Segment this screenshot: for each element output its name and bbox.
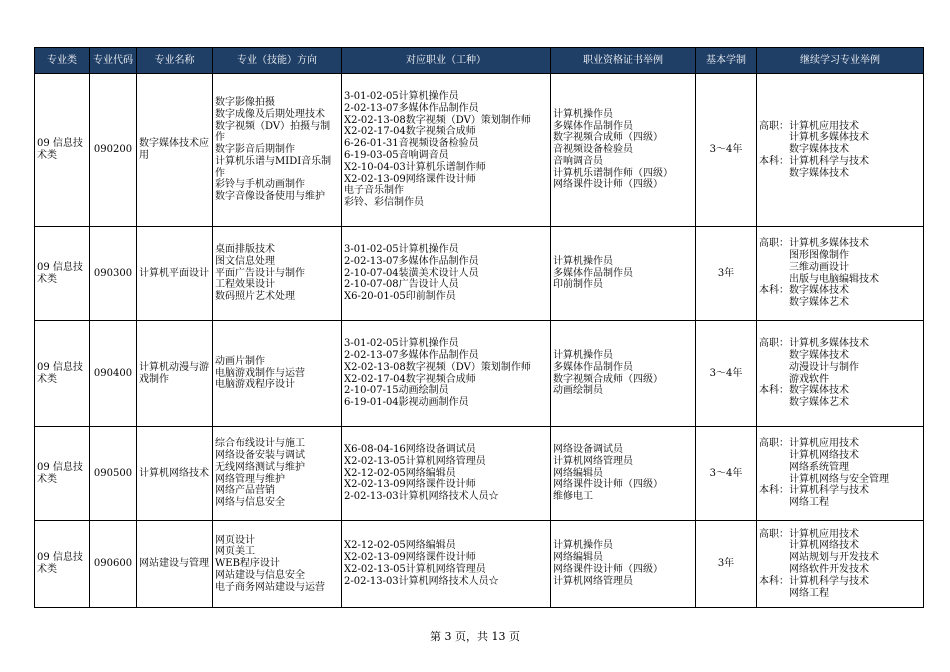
jobs-cell [342,74,551,227]
jobs-cell-line: 3-01-02-05计算机操作员 [344,244,459,255]
name-cell: 网站建设与管理 [137,521,213,608]
duration-cell: 3年 [696,521,757,608]
direction-cell-line: 数字成像及后期处理技术 [215,108,325,120]
header-duration: 基本学制 [696,48,757,74]
further-cell [757,321,924,427]
direction-cell-line: 网络设备安装与调试 [215,449,305,461]
further-group [759,385,921,409]
jobs-cell-line: X2-02-13-09网络课件设计师 [344,479,476,491]
further-item: 计算机网络技术 [789,449,859,461]
certs-cell-line: 计算机乐谱制作师（四级） [553,167,673,179]
direction-cell-line: 网络与信息安全 [215,497,285,509]
certs-cell-line: 网络课件设计师（四级） [553,479,663,491]
category-cell: 09 信息技术类 [35,74,90,227]
further-label: 高职： [759,338,789,350]
jobs-cell [342,521,551,608]
jobs-cell-line: X2-02-13-09网络课件设计师 [344,552,476,564]
direction-cell-line: 网站建设与信息安全 [215,569,305,581]
further-cell [757,427,924,521]
further-item: 计算机多媒体技术 [789,338,869,350]
further-item: 计算机应用技术 [789,120,859,132]
further-item: 动漫设计与制作 [789,361,859,373]
certs-cell-line: 计算机操作员 [553,540,613,552]
header-certs: 职业资格证书举例 [551,48,696,74]
direction-cell-line: 数字影像拍摄 [215,96,275,108]
certs-cell-line: 数字视频合成师（四级） [553,373,663,385]
header-name: 专业名称 [137,48,213,74]
further-item: 计算机网络与安全管理 [789,473,889,485]
direction-cell-line: 数字影音后期制作 [215,144,295,156]
direction-cell-line: 电子商务网站建设与运营 [215,581,325,593]
direction-cell [213,521,342,608]
certs-cell [551,427,696,521]
jobs-cell-line: 彩铃、彩信制作员 [344,197,424,209]
further-item: 三维动画设计 [789,261,849,273]
certs-cell-line: 多媒体作品制作员 [553,267,633,279]
further-item: 计算机网络技术 [789,540,859,552]
jobs-cell-line: X2-12-02-05网络编辑员 [344,467,456,479]
jobs-cell [342,227,551,321]
certs-cell-line: 计算机网络管理员 [553,575,633,587]
further-group [759,485,921,509]
further-cell [757,227,924,321]
direction-cell-line: 图文信息处理 [215,255,275,267]
certs-cell-line: 网络课件设计师（四级） [553,179,663,191]
further-group [759,121,921,156]
jobs-cell [342,427,551,521]
further-item: 计算机多媒体技术 [789,238,869,250]
further-item: 数字媒体技术 [789,167,849,179]
further-group [759,156,921,180]
jobs-cell-line: X2-02-13-09网络课件设计师 [344,173,476,185]
direction-cell-line: 网页美工 [215,546,255,558]
direction-cell-line: 网络产品营销 [215,485,275,497]
further-label: 本科： [759,285,789,297]
direction-cell-line: 工程效果设计 [215,279,275,291]
jobs-cell-line: X2-10-04-03计算机乐谱制作师 [344,161,486,173]
table-row [35,521,924,608]
further-item: 计算机应用技术 [789,438,859,450]
certs-cell-line: 网络编辑员 [553,552,603,564]
jobs-cell-line: X2-02-13-08数字视频（DV）策划制作师 [344,114,531,126]
further-group [759,438,921,485]
jobs-cell-line: 3-01-02-05计算机操作员 [344,91,459,103]
direction-cell-line: 平面广告设计与制作 [215,267,305,279]
further-item: 网络工程 [789,497,829,509]
direction-cell [213,427,342,521]
further-group [759,238,921,285]
further-item: 数字媒体技术 [789,349,849,361]
direction-cell-line: 网络管理与维护 [215,473,285,485]
header-further: 继续学习专业举例 [757,48,924,74]
direction-cell-line: 数字音像设备使用与维护 [215,191,325,203]
certs-cell-line: 音视频设备检验员 [553,144,633,156]
certs-cell-line: 计算机网络管理员 [553,455,633,467]
further-label: 高职： [759,238,789,250]
code-cell: 090200 [90,74,137,227]
certs-cell [551,521,696,608]
code-cell: 090600 [90,521,137,608]
table-row [35,227,924,321]
duration-cell: 3～4年 [696,427,757,521]
jobs-cell-line: 2-02-13-03计算机网络技术人员☆ [344,491,499,503]
jobs-cell-line: X2-02-13-08数字视频（DV）策划制作师 [344,361,531,373]
further-group [759,529,921,576]
further-label: 本科： [759,385,789,397]
further-item: 数字媒体技术 [789,385,849,397]
certs-cell-line: 网络设备调试员 [553,444,623,455]
name-cell: 计算机网络技术 [137,427,213,521]
duration-cell: 3年 [696,227,757,321]
further-cell [757,521,924,608]
category-cell: 09 信息技术类 [35,321,90,427]
header-category: 专业类 [35,48,90,74]
table-row [35,74,924,227]
certs-cell-line: 计算机操作员 [553,255,613,267]
jobs-cell-line: X6-20-01-05印前制作员 [344,291,456,303]
certs-cell-line: 音响调音员 [553,155,603,167]
page-footer: 第 3 页，共 13 页 [430,630,520,643]
further-item: 计算机科学与技术 [789,155,869,167]
direction-cell-line: 无线网络测试与维护 [215,461,305,473]
direction-cell-line: 数码照片艺术处理 [215,291,295,303]
further-item: 计算机科学与技术 [789,485,869,497]
further-group [759,338,921,385]
further-label: 本科： [759,575,789,587]
certs-cell-line: 动画绘制员 [553,385,603,397]
jobs-cell-line: 6-26-01-31音视频设备检验员 [344,138,479,150]
code-cell: 090300 [90,227,137,321]
certs-cell-line: 网络编辑员 [553,467,603,479]
jobs-cell-line: 2-10-07-04装潢美术设计人员 [344,267,479,279]
direction-cell-line: 网页设计 [215,534,255,546]
direction-cell-line: 综合布线设计与施工 [215,438,305,450]
jobs-cell-line: X2-02-17-04数字视频合成师 [344,373,476,385]
duration-cell: 3～4年 [696,321,757,427]
certs-cell-line: 多媒体作品制作员 [553,120,633,132]
further-item: 数字媒体艺术 [789,297,849,309]
code-cell: 090500 [90,427,137,521]
further-label: 本科： [759,485,789,497]
further-item: 游戏软件 [789,373,829,385]
jobs-cell-line: X2-02-13-05计算机网络管理员 [344,455,486,467]
category-cell: 09 信息技术类 [35,521,90,608]
header-code: 专业代码 [90,48,137,74]
name-cell: 数字媒体技术应用 [137,74,213,227]
certs-cell-line: 印前制作员 [553,279,603,291]
jobs-cell-line: 6-19-01-04影视动画制作员 [344,397,469,409]
further-group [759,285,921,309]
header-row [35,48,924,74]
further-item: 网络工程 [789,587,829,599]
table-row [35,427,924,521]
further-item: 计算机科学与技术 [789,575,869,587]
direction-cell-line: 电脑游戏制作与运营 [215,367,305,379]
jobs-cell-line: 2-02-13-07多媒体作品制作员 [344,102,479,114]
category-cell: 09 信息技术类 [35,427,90,521]
jobs-cell-line: X2-02-13-05计算机网络管理员 [344,564,486,575]
jobs-cell-line: 2-10-07-08广告设计人员 [344,279,459,291]
further-item: 网络软件开发技术 [789,564,869,575]
further-label: 本科： [759,155,789,167]
further-item: 数字媒体技术 [789,144,849,156]
further-cell [757,74,924,227]
jobs-cell-line: X6-08-04-16网络设备调试员 [344,444,476,455]
name-cell: 计算机平面设计 [137,227,213,321]
direction-cell-line: WEB程序设计 [215,558,280,570]
further-item: 计算机多媒体技术 [789,132,869,144]
further-label: 高职： [759,438,789,450]
direction-cell [213,74,342,227]
jobs-cell-line: 2-02-13-07多媒体作品制作员 [344,255,479,267]
name-cell: 计算机动漫与游戏制作 [137,321,213,427]
certs-cell-line: 网络课件设计师（四级） [553,564,663,575]
header-jobs: 对应职业（工种） [342,48,551,74]
further-item: 数字媒体艺术 [789,397,849,409]
duration-cell: 3～4年 [696,74,757,227]
certs-cell-line: 计算机操作员 [553,108,613,120]
direction-cell-line: 数字视频（DV）拍摄与制作 [215,120,331,144]
direction-cell-line: 动画片制作 [215,355,265,367]
certs-cell-line: 多媒体作品制作员 [553,361,633,373]
further-item: 数字媒体技术 [789,285,849,297]
further-group [759,576,921,600]
jobs-cell-line: 2-02-13-07多媒体作品制作员 [344,349,479,361]
table-row [35,321,924,427]
jobs-cell-line: 3-01-02-05计算机操作员 [344,338,459,350]
direction-cell-line: 电脑游戏程序设计 [215,379,295,391]
jobs-cell-line: X2-12-02-05网络编辑员 [344,540,456,552]
category-cell: 09 信息技术类 [35,227,90,321]
header-direction: 专业（技能）方向 [213,48,342,74]
further-item: 图形图像制作 [789,249,849,261]
direction-cell-line: 彩铃与手机动画制作 [215,179,305,191]
further-item: 网络系统管理 [789,461,849,473]
direction-cell-line: 桌面排版技术 [215,244,275,255]
direction-cell [213,321,342,427]
code-cell: 090400 [90,321,137,427]
specialty-table [34,47,924,608]
certs-cell [551,321,696,427]
certs-cell-line: 计算机操作员 [553,349,613,361]
jobs-cell [342,321,551,427]
certs-cell-line: 维修电工 [553,491,593,503]
further-item: 出版与电脑编辑技术 [789,273,879,285]
further-item: 网站规划与开发技术 [789,552,879,564]
jobs-cell-line: 2-10-07-15动画绘制员 [344,385,449,397]
jobs-cell-line: 6-19-03-05音响调音员 [344,150,449,161]
direction-cell-line: 计算机乐谱与MIDI音乐制作 [215,155,332,179]
jobs-cell-line: 电子音乐制作 [344,185,404,197]
further-label: 高职： [759,528,789,540]
jobs-cell-line: X2-02-17-04数字视频合成师 [344,126,476,138]
direction-cell [213,227,342,321]
certs-cell [551,227,696,321]
further-label: 高职： [759,120,789,132]
certs-cell-line: 数字视频合成师（四级） [553,132,663,144]
further-item: 计算机应用技术 [789,528,859,540]
certs-cell [551,74,696,227]
jobs-cell-line: 2-02-13-03计算机网络技术人员☆ [344,575,499,587]
